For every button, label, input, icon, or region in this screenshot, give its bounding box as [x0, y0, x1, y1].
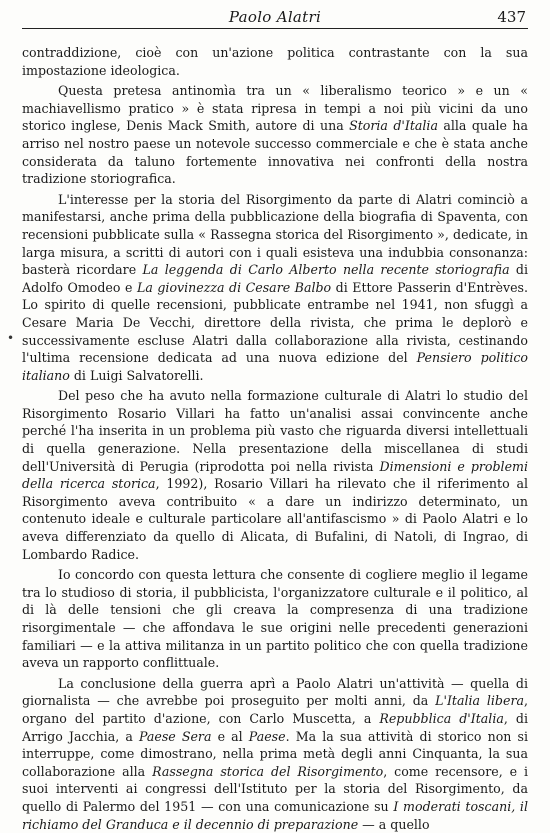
italic-title: Repubblica d'Italia: [379, 710, 504, 726]
italic-title: La leggenda di Carlo Alberto nella recente storiografia: [142, 262, 510, 278]
text-run: , 1992), Rosario Villari ha rilevato che il riferimento al Risorgimento aveva contribuito « a dare un indirizzo determinato, un contenuto ideale e culturale particolare all'antifascismo » di Paolo Alatri e lo aveva differenziato da quello di Alicata, di Bufalini, di Natoli, di Ingrao, di Lombardo Radice.: [22, 476, 528, 562]
italic-title: Paese: [248, 728, 286, 744]
paragraph: [22, 44, 528, 79]
italic-title: Paese Sera: [138, 728, 212, 744]
text-run: alla quale ha arriso nel nostro paese un notevole successo commerciale e che è stata anche considerata da taluno fortemente innovativa nei confronti della nostra tradizione storiografica.: [22, 118, 528, 187]
text-run: Io concordo con questa lettura che consente di cogliere meglio il legame tra lo studioso di storia, il pubblicista, l'organizzatore culturale e il politico, al di là delle tensioni che gli creava la compresenza di una tradizione risorgimentale — che affondava le sue origini nelle precedenti generazioni familiari — e la attiva militanza in un partito politico che con quella tradizione aveva un rapporto conflittuale.: [22, 567, 528, 671]
italic-title: L'Italia libera: [435, 693, 524, 709]
text-run: La conclusione della guerra aprì a Paolo Alatri un'attività — quella di giornalista — che avrebbe poi proseguito per molti anni, da: [22, 675, 528, 709]
running-head-author: Paolo Alatri: [228, 8, 322, 26]
text-run: . Ma la sua attività di storico non si interruppe, come dimostrano, nella prima metà degli anni Cinquanta, la sua collaborazione alla: [22, 728, 529, 779]
italic-title: La giovinezza di Cesare Balbo: [136, 279, 332, 295]
margin-dot: •: [7, 331, 15, 345]
italic-title: Rassegna storica del Risorgimento: [152, 763, 384, 779]
text-run: di Adolfo Omodeo e: [22, 262, 529, 295]
text-run: contraddizione, cioè con un'azione politica contrastante con la sua impostazione ideologica.: [22, 45, 528, 78]
text-run: — a quello: [358, 816, 430, 832]
text-run: , di Arrigo Jacchia, a: [22, 710, 528, 744]
italic-title: I moderati toscani, il richiamo del Granduca e il decennio di preparazione: [22, 798, 528, 832]
text-run: Questa pretesa antinomìa tra un « liberalismo teorico » e un « machiavellismo pratico » è stata ripresa in tempi a noi più vicini da uno storico inglese, Denis Mack Smith, autore di una: [22, 83, 528, 134]
italic-title: Dimensioni e problemi della ricerca storica: [22, 458, 528, 492]
italic-title: Pensiero politico italiano: [22, 350, 528, 383]
body-text: [22, 44, 528, 833]
italic-title: Storia d'Italia: [349, 118, 438, 134]
paragraph: [22, 191, 528, 385]
text-run: di Luigi Salvatorelli.: [69, 367, 204, 383]
paragraph: [22, 82, 528, 188]
text-run: , come recensore, e i suoi interventi ai congressi dell'Istituto per la storia del Risorgimento, da quello di Palermo del 1951 — con una comunicazione su: [22, 763, 529, 814]
page-number: 437: [497, 8, 526, 26]
text-run: , organo del partito d'azione, con Carlo Muscetta, a: [22, 693, 528, 726]
running-header: [22, 6, 528, 29]
text-run: Del peso che ha avuto nella formazione culturale di Alatri lo studio del Risorgimento Rosario Villari ha fatto un'analisi assai convincente anche perché l'ha inserita in un problema più vasto che riguarda diversi intellettuali di quella generazione. Nella presentazione della miscellanea di studi dell'Università di Perugia (riprodotta poi nella rivista: [22, 388, 528, 474]
paragraph: [22, 387, 528, 563]
paragraph: [22, 566, 528, 672]
text-run: L'interesse per la storia del Risorgimento da parte di Alatri cominciò a manifestarsi, anche prima della pubblicazione della biografia di Spaventa, con recensioni pubblicate sulla « Rassegna storica del Risorgimento », dedicate, in larga misura, a scritti di autori con i quali esisteva una indubbia consonanza: basterà ricordare: [22, 191, 528, 278]
text-run: e al: [211, 728, 249, 744]
paragraph: [22, 675, 528, 833]
text-run: di Ettore Passerin d'Entrèves. Lo spirito di quelle recensioni, pubblicate entrambe nel 1941, non sfuggì a Cesare Maria De Vecchi, direttore della rivista, che prima le deplorò e successivamente escluse Alatri dalla collaborazione alla rivista, cestinando l'ultima recensione dedicata ad una nuova edizione del: [22, 279, 528, 366]
